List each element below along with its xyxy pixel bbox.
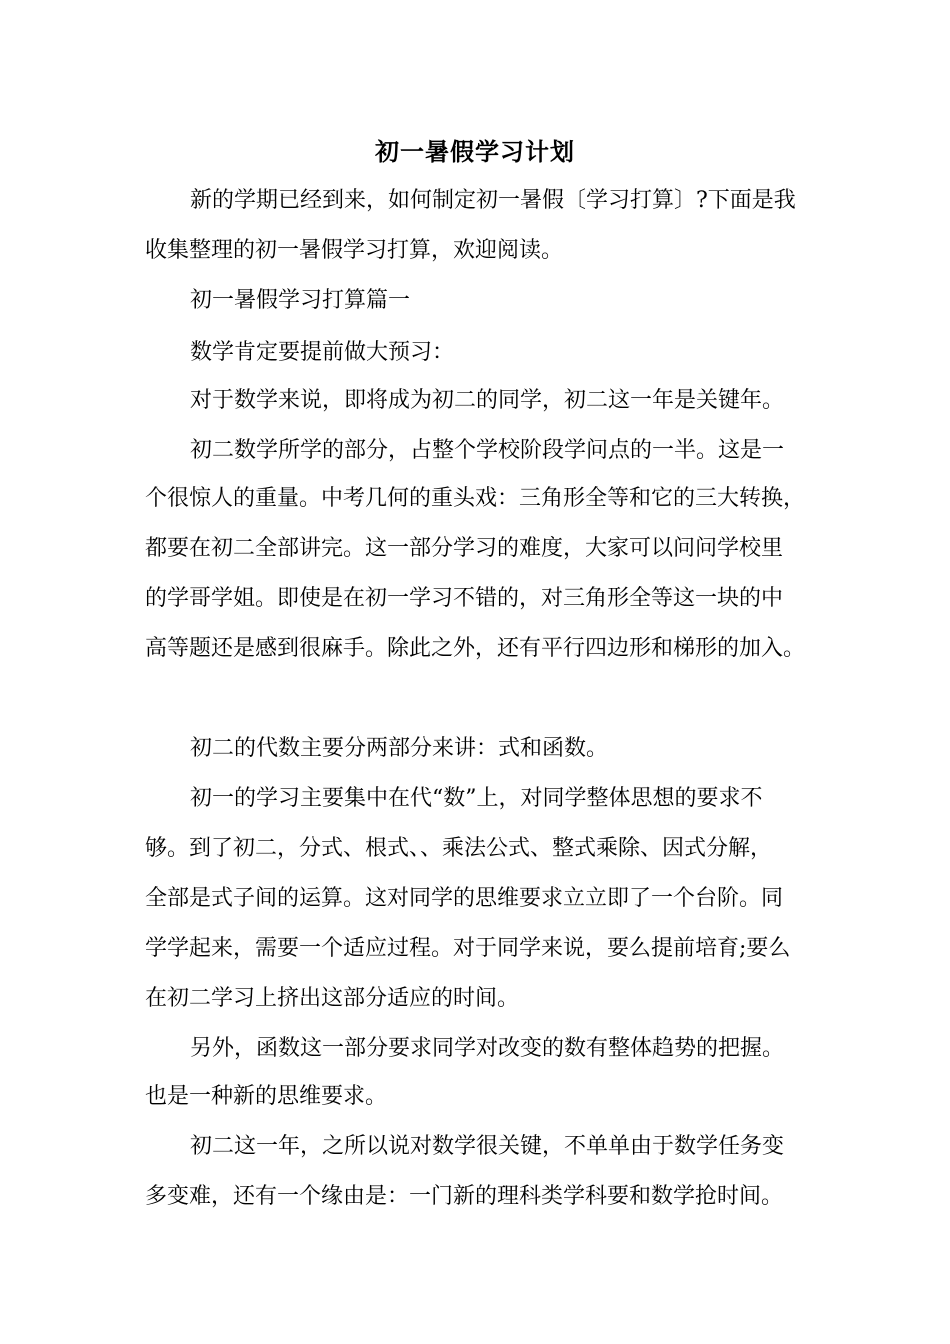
paragraph-line: 的学哥学姐。即使是在初一学习不错的，对三角形全等这一块的中: [145, 586, 784, 611]
paragraph-line: 学学起来，需要一个适应过程。对于同学来说，要么提前培育;要么: [145, 936, 791, 961]
paragraph-line: 初一的学习主要集中在代“数”上，对同学整体思想的要求不: [190, 786, 763, 811]
paragraph-line: 全部是式子间的运算。这对同学的思维要求立立即了一个台阶。同: [145, 886, 784, 911]
paragraph-line: 初二数学所学的部分，占整个学校阶段学问点的一半。这是一: [190, 438, 785, 463]
paragraph-line: 收集整理的初一暑假学习打算，欢迎阅读。: [145, 238, 564, 263]
paragraph-line: 数学肯定要提前做大预习：: [190, 340, 455, 365]
paragraph-line: 在初二学习上挤出这部分适应的时间。: [145, 986, 520, 1011]
paragraph-line: 初二的代数主要分两部分来讲：式和函数。: [190, 736, 609, 761]
paragraph-line: 个很惊人的重量。中考几何的重头戏：三角形全等和它的三大转换，: [145, 486, 806, 511]
paragraph-line: 新的学期已经到来，如何制定初一暑假〔学习打算〕?下面是我: [190, 188, 796, 213]
paragraph-line: 初二这一年，之所以说对数学很关键，不单单由于数学任务变: [190, 1134, 785, 1159]
paragraph-line: 另外，函数这一部分要求同学对改变的数有整体趋势的把握。: [190, 1036, 785, 1061]
paragraph-line: 多变难，还有一个缘由是：一门新的理科类学科要和数学抢时间。: [145, 1184, 784, 1209]
paragraph-line: 都要在初二全部讲完。这一部分学习的难度，大家可以问问学校里: [145, 536, 784, 561]
paragraph-line: 也是一种新的思维要求。: [145, 1084, 388, 1109]
paragraph-line: 对于数学来说，即将成为初二的同学，初二这一年是关键年。: [190, 388, 785, 413]
paragraph-line: 够。到了初二，分式、根式、、乘法公式、整式乘除、因式分解，: [145, 836, 773, 861]
paragraph-line: 初一暑假学习打算篇一: [190, 288, 411, 313]
document-title: 初一暑假学习计划: [375, 137, 575, 166]
paragraph-line: 高等题还是感到很麻手。除此之外，还有平行四边形和梯形的加入。: [145, 636, 806, 661]
